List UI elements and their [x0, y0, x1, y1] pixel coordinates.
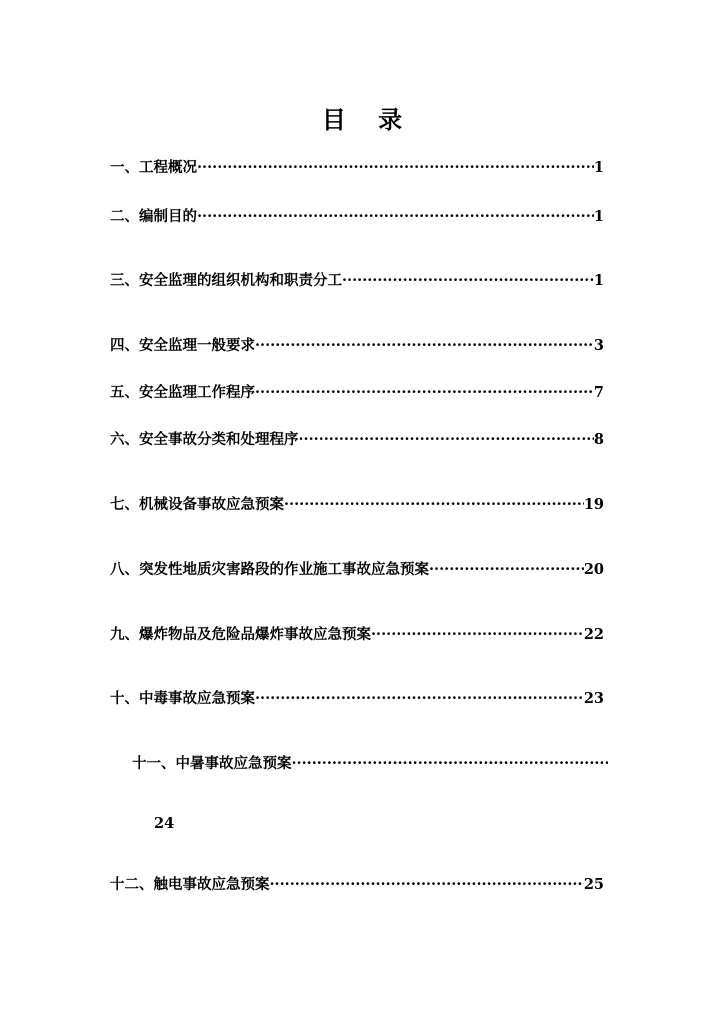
toc-title: 目 录	[321, 105, 415, 134]
toc-entry-12[interactable]	[110, 875, 604, 895]
toc-leader-dots	[255, 336, 594, 356]
toc-leader-dots	[284, 495, 584, 515]
toc-entry-label: 十、中毒事故应急预案	[110, 690, 255, 707]
toc-leader-dots	[270, 875, 584, 895]
toc-entry-page: 7	[593, 384, 604, 401]
toc-entry-page: 8	[593, 431, 604, 448]
toc-leader-dots	[429, 560, 584, 580]
toc-entry-3[interactable]	[110, 271, 604, 291]
toc-entry-label: 九、爆炸物品及危险品爆炸事故应急预案	[110, 626, 371, 643]
toc-entry-label: 五、安全监理工作程序	[110, 384, 255, 401]
toc-entry-label: 六、安全事故分类和处理程序	[110, 431, 299, 448]
toc-entry-label: 四、安全监理一般要求	[110, 337, 255, 354]
toc-entry-page: 3	[593, 337, 604, 354]
toc-entry-label: 三、安全监理的组织机构和职责分工	[110, 272, 342, 289]
toc-entry-page: 1	[593, 272, 604, 289]
toc-leader-dots	[342, 271, 594, 291]
toc-entry-8[interactable]	[110, 560, 604, 580]
toc-leader-dots	[197, 158, 594, 178]
toc-entry-7[interactable]	[110, 495, 604, 515]
toc-entry-6[interactable]	[110, 430, 604, 450]
toc-entry-page: 20	[583, 561, 604, 578]
toc-entry-label: 二、编制目的	[110, 208, 197, 225]
toc-entry-5[interactable]	[110, 383, 604, 403]
toc-entry-label: 七、机械设备事故应急预案	[110, 496, 284, 513]
toc-entry-page: 19	[583, 496, 604, 513]
toc-entry-page: 23	[583, 690, 604, 707]
toc-entry-4[interactable]	[110, 336, 604, 356]
toc-entry-11[interactable]	[132, 754, 608, 774]
toc-leader-dots	[197, 207, 594, 227]
toc-entry-label: 一、工程概况	[110, 159, 197, 176]
toc-entry-label: 十二、触电事故应急预案	[110, 876, 270, 893]
toc-leader-dots	[255, 689, 584, 709]
toc-entry-1[interactable]	[110, 158, 604, 178]
toc-entry-2[interactable]	[110, 207, 604, 227]
toc-leader-dots	[299, 430, 594, 450]
toc-entry-page: 25	[583, 876, 604, 893]
toc-entry-page: 24	[154, 815, 175, 832]
toc-entry-label: 十一、中暑事故应急预案	[132, 755, 292, 772]
toc-entry-label: 八、突发性地质灾害路段的作业施工事故应急预案	[110, 561, 429, 578]
toc-leader-dots	[255, 383, 594, 403]
toc-entry-page: 1	[593, 159, 604, 176]
toc-entry-9[interactable]	[110, 625, 604, 645]
toc-leader-dots	[371, 625, 584, 645]
toc-entry-page: 22	[583, 626, 604, 643]
toc-entry-page: 1	[593, 208, 604, 225]
toc-entry-10[interactable]	[110, 689, 604, 709]
toc-leader-dots	[292, 754, 609, 774]
